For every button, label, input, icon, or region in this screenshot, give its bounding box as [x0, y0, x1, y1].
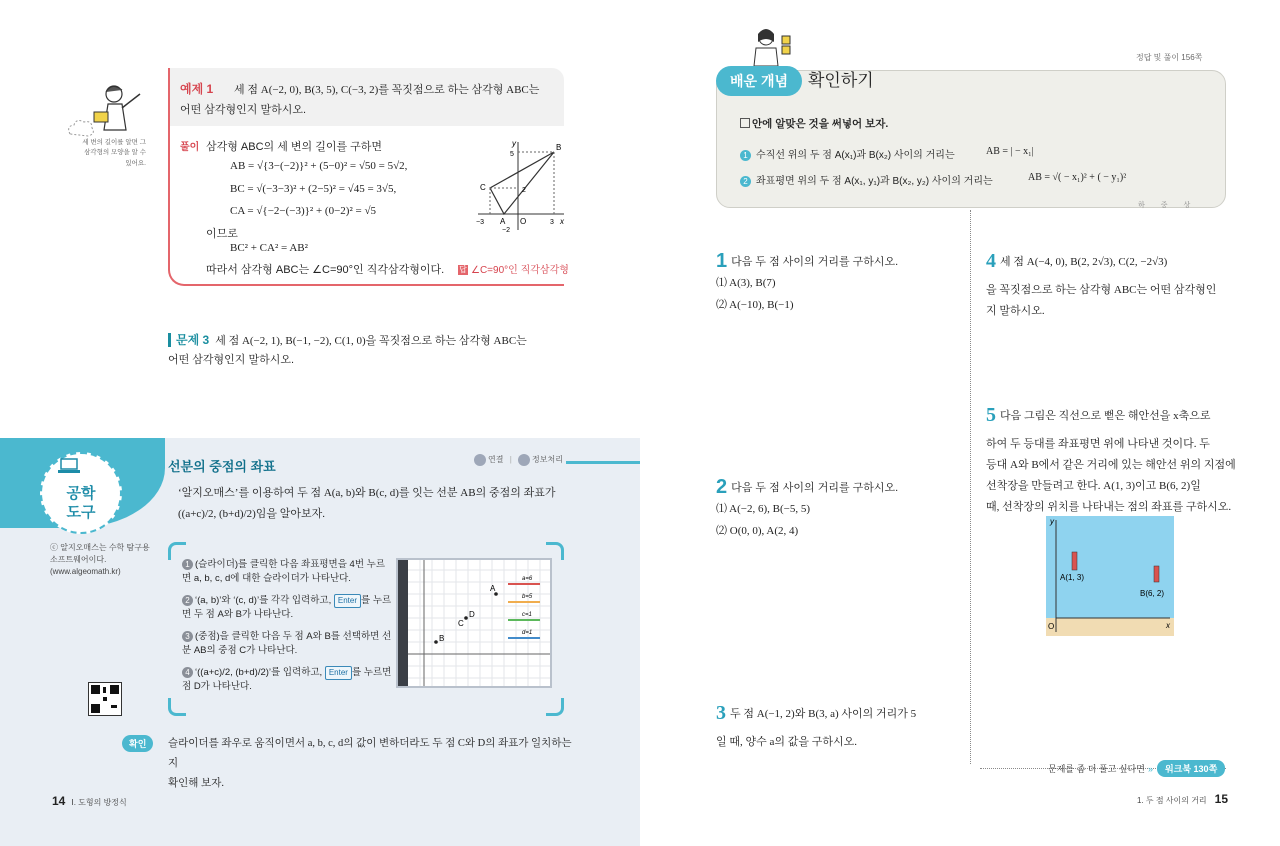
- question-text-2: 하여 두 등대를 좌표평면 위에 나타낸 것이다. 두: [986, 438, 1210, 450]
- frame-corner: [168, 698, 186, 716]
- question-number: 2: [716, 476, 728, 498]
- enter-key: Enter: [325, 666, 352, 680]
- enter-key: Enter: [334, 594, 361, 608]
- double-arrow-icon: »: [1147, 764, 1153, 774]
- heading-rule: [566, 461, 640, 464]
- cloud-doodle-icon: [66, 116, 96, 140]
- problem-3-label: 문제 3: [168, 333, 209, 347]
- concept-formula-1[interactable]: AB = | − x₁|: [986, 146, 1034, 157]
- question-text-5: 때, 선착장의 위치를 나타내는 점의 좌표를 구하시오.: [986, 500, 1232, 513]
- tool-badge-line2: 도구: [66, 503, 96, 521]
- tool-intro-line1: ‘알지오매스’를 이용하여 두 점 A(a, b)와 B(c, d)를 잇는 선분 AB의 중점의 좌표가: [178, 487, 556, 499]
- tool-aside-line2: 소프트웨어이다.: [50, 555, 107, 564]
- answer-reference: 정답 및 풀이 156쪽: [1136, 53, 1203, 62]
- coastline-figure: [1046, 516, 1174, 636]
- question-4: [986, 242, 1216, 322]
- question-text-3: 등대 A와 B에서 같은 거리에 있는 해안선 위의 지점에: [986, 458, 1236, 471]
- example-text-line2: 어떤 삼각형인지 말하시오.: [180, 104, 307, 116]
- question-text-2: 일 때, 양수 a의 값을 구하시오.: [716, 736, 858, 748]
- tool-intro-line2: ((a+c)/2, (b+d)/2)임을 알아보자.: [178, 507, 326, 520]
- app-point-d: D: [469, 610, 475, 619]
- slider-c-label: c=1: [522, 612, 532, 618]
- tool-badge-title: [50, 485, 112, 523]
- page-number: 15: [1214, 792, 1229, 806]
- solution-conclusion: 따라서 삼각형 ABC는 ∠C=90°인 직각삼각형이다.: [206, 264, 445, 276]
- solution-label: 풀이: [180, 142, 200, 153]
- tag-connect: 연결: [488, 455, 504, 465]
- footer-left: [52, 794, 127, 808]
- step-text: (슬라이더)를 클릭한 다음 좌표평면을 4번 누르면 a, b, c, d에 대한 슬라이더가 나타난다.: [182, 559, 385, 585]
- teacher-illustration: [92, 82, 152, 142]
- problem-3: [168, 330, 527, 369]
- tool-aside-line3: (www.algeomath.kr): [50, 567, 121, 576]
- instruction-text: 안에 알맞은 것을 써넣어 보자.: [752, 118, 889, 130]
- question-text: 두 점 A(−1, 2)와 B(3, a) 사이의 거리가 5: [730, 708, 917, 720]
- qr-code-icon: [89, 683, 121, 715]
- confirm-text: [168, 734, 578, 794]
- app-point-c: C: [458, 619, 464, 628]
- graph-tick-2: 2: [522, 187, 526, 194]
- right-page: [640, 0, 1280, 846]
- step-text: 를 누르면 점 D가 나타난다.: [182, 667, 392, 693]
- question-text: 다음 두 점 사이의 거리를 구하시오.: [731, 482, 899, 494]
- workbook-link[interactable]: 워크북 130쪽: [1157, 760, 1225, 777]
- question-text: 세 점 A(−4, 0), B(2, 2√3), C(2, −2√3): [1000, 256, 1168, 268]
- concept-formula-2[interactable]: AB = √( − x₁)² + ( − y₁)²: [1028, 172, 1127, 183]
- step-text: (중점)을 클릭한 다음 두 점 A와 B를 선택하면 선분 AB의 중점 C가 나타난다.: [182, 631, 392, 657]
- algeomath-grid: [398, 560, 550, 686]
- graph-tick-5: 5: [510, 151, 514, 158]
- question-1-sub-2: ⑵ A(−10), B(−1): [716, 299, 794, 311]
- step-text: ‘((a+c)/2, (b+d)/2)’를 입력하고,: [195, 667, 323, 678]
- graph-tick-minus3: −3: [476, 219, 484, 226]
- lighthouse-b-label: B(6, 2): [1140, 589, 1165, 598]
- item-text: 수직선 위의 두 점 A(x₁)과 B(x₂) 사이의 거리는: [756, 150, 955, 161]
- solution-line: BC² + CA² = AB²: [230, 242, 308, 254]
- example-label: 예제 1: [180, 82, 214, 96]
- graph-origin: O: [520, 217, 527, 226]
- example-text-line1: 세 점 A(−2, 0), B(3, 5), C(−3, 2)를 꼭짓점으로 하는 삼각형 ABC는: [234, 84, 540, 96]
- concept-item-1: [740, 146, 955, 161]
- concept-instruction: [740, 116, 888, 131]
- answer-text: ∠C=90°인 직각삼각형: [471, 265, 569, 276]
- step-number: 3: [182, 631, 193, 642]
- algeomath-screenshot: [396, 558, 552, 688]
- laptop-icon: [58, 458, 80, 474]
- concept-title: 확인하기: [808, 71, 874, 90]
- graph-point-c: C: [480, 183, 486, 192]
- step-4: [182, 666, 394, 695]
- graph-point-b: B: [556, 143, 562, 152]
- confirm-badge: 확인: [122, 735, 153, 752]
- question-text-3: 지 말하시오.: [986, 304, 1045, 317]
- tool-badge-line1: 공학: [66, 485, 96, 502]
- qr-code[interactable]: [88, 682, 122, 716]
- solution-line: CA = √{−2−(−3)}² + (0−2)² = √5: [230, 205, 376, 217]
- tool-heading: 선분의 중점의 좌표: [168, 459, 276, 474]
- question-3: [716, 694, 916, 753]
- coastline-axes: [1046, 516, 1174, 636]
- concept-item-2: [740, 172, 993, 187]
- question-number: 5: [986, 404, 996, 426]
- example-header: [170, 68, 564, 126]
- solution-line: BC = √(−3−3)² + (2−5)² = √45 = 3√5,: [230, 183, 397, 195]
- graph-point-a: A: [500, 217, 506, 226]
- graph-y-label: y: [512, 139, 516, 148]
- question-text: 다음 두 점 사이의 거리를 구하시오.: [731, 256, 899, 268]
- tool-tags: 연결 | 정보처리: [474, 454, 563, 466]
- side-note: 세 변의 길이를 알면 그 삼각형의 모양을 알 수 있어요.: [82, 139, 146, 167]
- step-2: [182, 594, 394, 623]
- question-1-sub-1: ⑴ A(3), B(7): [716, 277, 776, 289]
- item-number: 2: [740, 176, 751, 187]
- page-number: 14: [52, 794, 66, 808]
- slider-d-label: d=1: [522, 630, 533, 636]
- step-3: [182, 630, 394, 659]
- lighthouse-a-label: A(1, 3): [1060, 573, 1085, 582]
- graph-tick-3: 3: [550, 219, 554, 226]
- tag-info: 정보처리: [532, 455, 563, 465]
- question-number: 4: [986, 250, 996, 272]
- concept-badge: 배운 개념: [716, 66, 802, 96]
- question-number: 3: [716, 702, 726, 724]
- solution-line: AB = √{3−(−2)}² + (5−0)² = √50 = 5√2,: [230, 160, 408, 172]
- frame-corner: [546, 698, 564, 716]
- level-high: 상: [1183, 202, 1191, 209]
- confirm-line2: 확인해 보자.: [168, 777, 224, 789]
- question-2-sub-1: ⑴ A(−2, 6), B(−5, 5): [716, 503, 810, 515]
- footer-right: [1137, 792, 1228, 806]
- step-text: ‘(a, b)’와 ‘(c, d)’를 각각 입력하고,: [195, 595, 332, 606]
- step-text: 를 누르면 두 점 A와 B가 나타난다.: [182, 595, 392, 621]
- graph-tick-minus2: −2: [502, 227, 510, 234]
- question-2-sub-2: ⑵ O(0, 0), A(2, 4): [716, 525, 799, 537]
- level-low: 하: [1138, 202, 1145, 209]
- app-point-b: B: [439, 634, 445, 643]
- person-illustration: [744, 26, 794, 66]
- chapter-title: Ⅰ. 도형의 방정식: [71, 798, 127, 807]
- question-text: 다음 그림은 직선으로 뻗은 해안선을 x축으로: [1000, 410, 1211, 422]
- slider-a-label: a=6: [522, 576, 533, 582]
- more-practice-text: 문제를 좀 더 풀고 싶다면: [1048, 764, 1145, 774]
- more-practice: [1048, 760, 1225, 777]
- tool-aside-line1: ⓒ 알지오매스는 수학 탐구용: [50, 543, 150, 552]
- app-point-a: A: [490, 584, 496, 593]
- step-number: 2: [182, 595, 193, 606]
- triangle-graph: [470, 138, 566, 234]
- blank-box-icon: [740, 118, 750, 128]
- answer-icon: 답: [459, 265, 467, 275]
- item-number: 1: [740, 150, 751, 161]
- solution-line: 이므로: [206, 228, 238, 240]
- chapter-title: 1. 두 점 사이의 거리: [1137, 796, 1207, 805]
- problem-3-line2: 어떤 삼각형인지 말하시오.: [168, 353, 295, 366]
- tool-section: [0, 438, 640, 846]
- example-box: [168, 68, 569, 286]
- tool-intro: [178, 483, 555, 525]
- question-text-4: 선착장을 만들려고 한다. A(1, 3)이고 B(6, 2)일: [986, 479, 1201, 492]
- item-text: 좌표평면 위의 두 점 A(x₁, y₁)과 B(x₂, y₂) 사이의 거리는: [756, 176, 993, 187]
- level-mid: 중: [1160, 202, 1168, 209]
- graph-x-label: x: [560, 217, 564, 226]
- coast-x-label: x: [1166, 621, 1170, 630]
- link-icon: [474, 454, 486, 466]
- steps-frame: [168, 542, 564, 716]
- column-divider: [970, 210, 971, 764]
- question-number: 1: [716, 250, 728, 272]
- coast-y-label: y: [1050, 517, 1054, 526]
- question-text-2: 을 꼭짓점으로 하는 삼각형 ABC는 어떤 삼각형인: [986, 284, 1217, 296]
- confirm-line1: 슬라이더를 좌우로 움직이면서 a, b, c, d의 값이 변하더라도 두 점 C와 D의 좌표가 일치하는지: [168, 738, 572, 769]
- tool-aside: [50, 542, 150, 578]
- question-5: [986, 396, 1236, 518]
- slider-b-label: b=5: [522, 594, 533, 600]
- info-processing-icon: [518, 454, 530, 466]
- problem-3-line1: 세 점 A(−2, 1), B(−1, −2), C(1, 0)을 꼭짓점으로 하는 삼각형 ABC는: [215, 335, 527, 347]
- step-number: 4: [182, 667, 193, 678]
- solution-line: 삼각형 ABC의 세 변의 길이를 구하면: [206, 141, 383, 153]
- coast-origin: O: [1048, 622, 1055, 631]
- step-number: 1: [182, 559, 193, 570]
- difficulty-levels: [1124, 200, 1190, 210]
- step-1: [182, 558, 394, 587]
- answer-tag: [458, 261, 569, 276]
